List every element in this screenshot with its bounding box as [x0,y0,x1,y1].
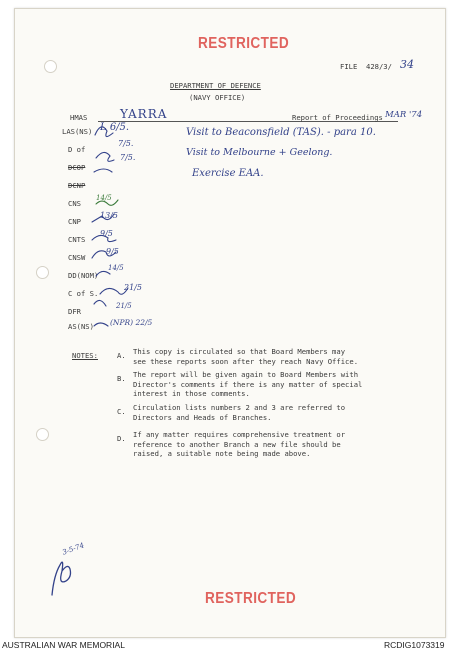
footer-record-id: RCDIG1073319 [384,640,445,650]
circulation-code: LAS(NS) [62,127,93,136]
circulation-code: CNTS [68,235,86,244]
office-subheading: (NAVY OFFICE) [189,93,246,102]
circulation-code: D of [68,145,86,154]
handwritten-signature [44,555,84,599]
note-letter: C. [117,407,126,416]
notes-heading: NOTES: [72,351,98,360]
circulation-code: DCNP [68,181,86,190]
note-text: Circulation lists numbers 2 and 3 are referred to Directors and Heads of Branches. [133,403,346,422]
note-letter: B. [117,374,126,383]
circulation-code: CNS [68,199,81,208]
note-letter: A. [117,351,126,360]
remark-line-1: Visit to Beaconsfield (TAS). - para 10. [186,127,376,138]
circulation-initial: 7/5. [118,139,134,148]
department-heading: DEPARTMENT OF DEFENCE [170,81,261,90]
circulation-initial: (NPR) 22/5 [110,318,153,327]
circulation-initial: L 6/5. [100,122,130,133]
remark-line-2: Visit to Melbourne + Geelong. [186,147,333,158]
report-date: MAR '74 [385,110,423,120]
restricted-stamp-bottom: RESTRICTED [205,590,297,607]
circulation-code: AS(NS) [68,322,94,331]
circulation-initial: 9/5 [100,229,113,238]
footer-institution: AUSTRALIAN WAR MEMORIAL [2,640,125,650]
circulation-code: CNSW [68,253,86,262]
circulation-code: DFR [68,307,81,316]
punch-hole-middle [36,266,49,279]
file-number: 428/3/ [366,62,392,71]
remark-line-3: Exercise EAA. [192,168,264,179]
ship-prefix: HMAS [70,113,88,122]
note-text: This copy is circulated so that Board Members may see these reports soon after they reach Navy Office. [133,347,359,366]
note-text: The report will be given again to Board Members with Director's comments if there is any matter of special interest in those comments. [133,370,363,398]
circulation-initial: 9/5 [106,247,119,256]
punch-hole-lower [36,428,49,441]
file-label: FILE [340,62,358,71]
circulation-initial: 14/5 [96,194,112,202]
circulation-initial: 21/5 [124,283,142,292]
signature-date: 3-5-74 [61,541,86,557]
restricted-stamp-top: RESTRICTED [198,35,290,52]
ship-name: YARRA [120,107,168,121]
file-number-handwritten: 34 [400,58,414,71]
report-title: Report of Proceedings [292,113,383,122]
note-text: If any matter requires comprehensive treatment or reference to another Branch a new file should be raised, a suitable note being made above. [133,430,346,458]
punch-hole-top [44,60,57,73]
circulation-initial: 7/5. [120,153,136,162]
circulation-code: C of S. [68,289,99,298]
circulation-initial: 13/5 [100,211,118,220]
circulation-code: DCOP [68,163,86,172]
note-letter: D. [117,434,126,443]
circulation-initial: 14/5 [108,264,124,272]
circulation-code: CNP [68,217,81,226]
circulation-initial: 21/5 [116,302,132,310]
circulation-code: DD(NOM) [68,271,99,280]
